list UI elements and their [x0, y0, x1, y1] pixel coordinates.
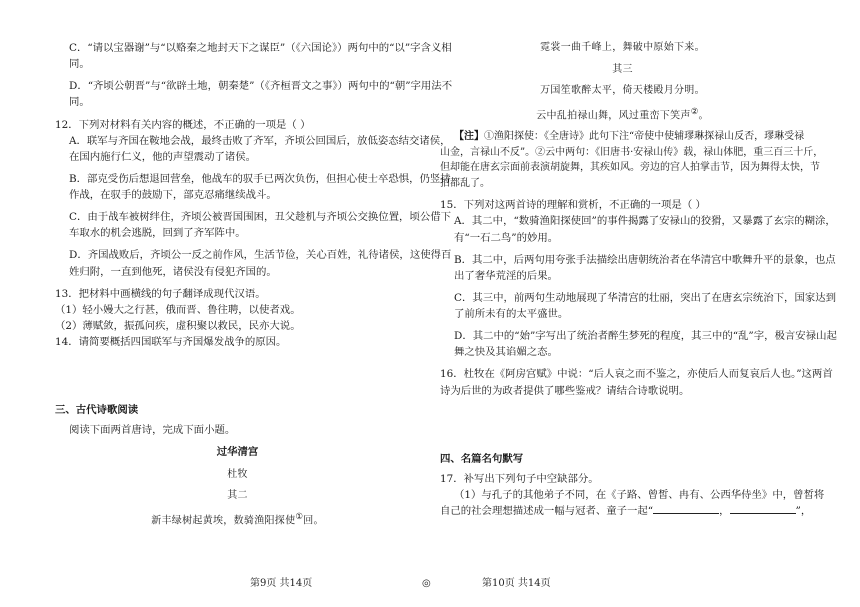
section-4-title: 四、名篇名句默写 — [440, 452, 524, 465]
q17-1-line-b: 自己的社会理想描述成一幅与冠者、童子一起“ ， ”， — [440, 505, 812, 518]
q15-option-b: B．其二中，后两句用夸张手法描绘出唐朝统治者在华清宫中歌舞升平的景象，也点 出了奢华荒淫的后果。 — [454, 253, 836, 282]
q12-option-a: A．联军与齐国在鞍地会战，最终击败了齐军，齐顷公回国后，放低姿态结交诸侯， 在国内施行仁义，他的声望震动了诸侯。 — [69, 134, 451, 163]
footnote-1-marker: ① — [295, 510, 304, 521]
q17-stem: 17．补写出下列句子中空缺部分。 — [440, 472, 599, 485]
right-page — [440, 40, 837, 519]
q11-option-d: D．“齐顷公朝晋”与“欲辟土地，朝秦楚”（《齐桓晋文之事》）两句中的“朝”字用法不 同。 — [69, 80, 453, 109]
left-page — [55, 40, 453, 528]
q11-option-c: C．“请以宝器谢”与“以赂秦之地封天下之谋臣”（《六国论》）两句中的“以”字含义相 同。 — [69, 42, 452, 71]
right-page-number: 第10页 共14页 — [482, 578, 551, 589]
answer-blank-1[interactable] — [653, 503, 719, 514]
poem-line-2: 霓裳一曲千峰上，舞破中原始下来。 — [540, 42, 705, 53]
q15-option-a: A．其二中，“数骑渔阳探使回”的事件揭露了安禄山的狡猾，又暴露了玄宗的糊涂， 有“一石二鸟”的妙用。 — [454, 215, 836, 244]
poem-author: 杜牧 — [227, 468, 248, 480]
section-4 — [440, 451, 825, 520]
section-3-intro: 阅读下面两首唐诗，完成下面小题。 — [69, 424, 236, 437]
poem-line-3: 万国笙歌醉太平，倚天楼殿月分明。 — [540, 85, 705, 96]
section-3 — [55, 402, 420, 528]
center-mark: ◎ — [422, 578, 431, 589]
question-12 — [55, 117, 452, 280]
q17-1-line-a: （1）与孔子的其他弟子不同，在《子路、曾皙、冉有、公西华侍坐》中，曾皙将 — [454, 488, 825, 501]
poem-notes: 【注】①渔阳探使：《全唐诗》此句下注“帝使中使辅璆琳探禄山反否，璆琳受禄 山金，言禄山不反”。②云中两句：《旧唐书·安禄山传》载，禄山体肥，重三百三十斤， 但却能在唐玄宗面前表演胡旋舞，其疾如风。旁边的宫人拍掌击节，因为舞得太快，节 拍都乱了。 — [440, 131, 824, 189]
q15-stem: 15．下列对这两首诗的理解和赏析，不正确的一项是（ ） — [440, 199, 706, 212]
q15-option-d: D．其二中的“始”字写出了统治者醉生梦死的程度，其三中的“乱”字，极言安禄山起 舞之快及其谄媚之态。 — [454, 330, 837, 359]
left-page-number: 第9页 共14页 — [250, 578, 313, 589]
poem-line-4: 云中乱拍禄山舞，风过重峦下笑声②。 — [536, 105, 709, 121]
q12-stem: 12．下列对材料有关内容的概述，不正确的一项是（ ） — [55, 118, 311, 131]
note-label: 【注】 — [454, 131, 484, 143]
question-13 — [55, 286, 420, 334]
poem-part-2: 其二 — [227, 490, 248, 501]
q13-stem: 13．把材料中画横线的句子翻译成现代汉语。 — [55, 287, 266, 300]
q12-option-c: C．由于战车被树绊住，齐顷公被晋国围困，丑父趁机与齐顷公交换位置，顷公借下 车取水的机会逃脱，回到了齐军阵中。 — [69, 211, 452, 240]
q13-sentence-2: （2）薄赋敛，振孤问疾，虚积聚以救民，民亦大说。 — [55, 319, 301, 332]
section-3-title: 三、古代诗歌阅读 — [55, 404, 139, 417]
q13-sentence-1: （1）轻小嫚大之行甚，俄而晋、鲁往聘，以使者戏。 — [55, 303, 301, 316]
q12-option-d: D．齐国战败后，齐顷公一反之前作风，生活节俭，关心百姓，礼待诸侯，这使得百 姓归附，一直到他死，诸侯没有侵犯齐国的。 — [69, 249, 452, 278]
question-15 — [440, 197, 837, 360]
poem-part-3: 其三 — [612, 63, 633, 75]
q15-option-c: C．其三中，前两句生动地展现了华清宫的壮丽，突出了在唐玄宗统治下，国家达到 了前所未有的太平盛世。 — [454, 291, 837, 321]
poem-title: 过华清宫 — [216, 446, 259, 459]
q12-option-b: B．部克受伤后想退回营垒，他战车的驭手已两次负伤，但担心使士卒恐惧，仍竖持 作战，在驭手的鼓励下，部克忍痛继续战斗。 — [69, 172, 451, 201]
answer-blank-2[interactable] — [730, 503, 796, 514]
footnote-2-marker: ② — [690, 105, 699, 116]
poem-line-1: 新丰绿树起黄埃，数骑渔阳探使①回。 — [151, 510, 324, 526]
question-14: 14．请简要概括四国联军与齐国爆发战争的原因。 — [55, 336, 287, 348]
question-16: 16．杜牧在《阿房宫赋》中说：“后人哀之而不鉴之，亦使后人而复哀后人也。”这两首 诗为后世的为政者提供了哪些鉴戒？请结合诗歌说明。 — [440, 368, 833, 397]
